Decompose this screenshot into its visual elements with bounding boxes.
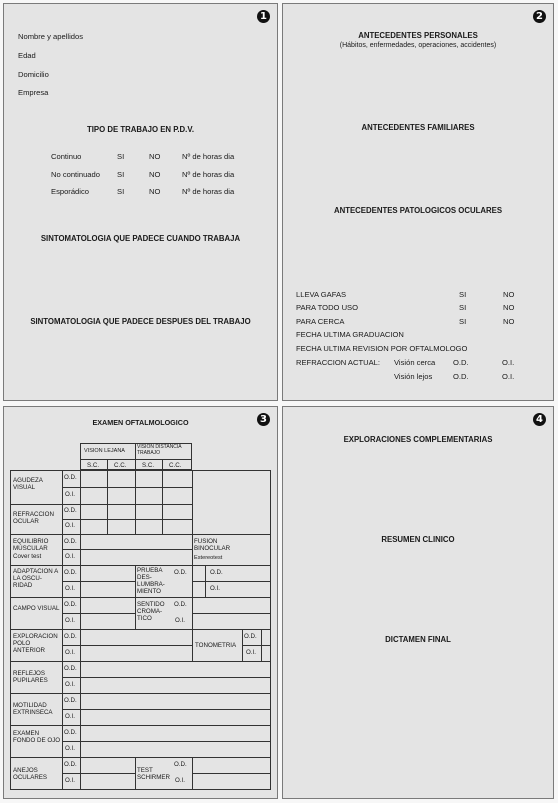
oi-label: O.I.: [65, 553, 75, 560]
color-sense-label: SENTIDO CROMA- TICO: [137, 601, 165, 623]
row-extrinsic-motility: MOTILIDAD EXTRINSECA: [13, 702, 53, 717]
oi-label: O.I.: [65, 617, 75, 624]
glasses-si: SI: [459, 290, 467, 299]
od-label: O.D.: [64, 697, 77, 704]
vision-work-header: VISION DISTANCIA TRABAJO: [137, 444, 182, 456]
work-row-hours: Nº de horas dia: [182, 187, 235, 196]
work-row-label: No continuado: [51, 170, 100, 179]
row-dark-adaptation: ADAPTACION A LA OSCU- RIDAD: [13, 568, 58, 590]
panel-number-1: 1: [257, 10, 270, 23]
oi-label: O.I.: [175, 777, 185, 784]
work-row-si: SI: [117, 152, 125, 161]
near-od-label: O.D.: [453, 358, 469, 367]
panel-number-4: 4: [533, 413, 546, 426]
complementary-exams-title: EXPLORACIONES COMPLEMENTARIAS: [343, 435, 493, 444]
family-history-title: ANTECEDENTES FAMILIARES: [361, 123, 475, 132]
work-row-hours: Nº de horas dia: [182, 170, 235, 179]
glasses-no: NO: [503, 303, 515, 312]
row-ocular-adnexa: ANEJOS OCULARES: [13, 767, 48, 782]
cc-header: C.C.: [114, 462, 127, 469]
eye-exam-title: EXAMEN OFTALMOLOGICO: [92, 418, 189, 427]
glasses-label: LLEVA GAFAS: [296, 290, 347, 299]
oi-label: O.I.: [65, 522, 75, 529]
sc-header: S.C.: [142, 462, 155, 469]
work-row-si: SI: [117, 170, 125, 179]
work-type-title: TIPO DE TRABAJO EN P.D.V.: [86, 125, 195, 134]
stereotest-label: Estereotest: [194, 555, 223, 561]
od-label: O.D.: [174, 761, 187, 768]
oi-label: O.I.: [175, 617, 185, 624]
work-row-no: NO: [149, 170, 161, 179]
od-label: O.D.: [64, 569, 77, 576]
personal-history-subtitle: (Hábitos, enfermedades, operaciones, accidentes): [339, 42, 497, 49]
od-label: O.D.: [174, 601, 187, 608]
ocular-history-title: ANTECEDENTES PATOLOGICOS OCULARES: [333, 206, 503, 215]
glasses-label: PARA TODO USO: [296, 303, 359, 312]
od-label: O.D.: [64, 761, 77, 768]
od-label: O.D.: [64, 729, 77, 736]
oi-label: O.I.: [65, 585, 75, 592]
last-review-label: FECHA ULTIMA REVISION POR OFTALMOLOGO: [296, 344, 468, 353]
glasses-si: SI: [459, 317, 467, 326]
od-label: O.D.: [64, 507, 77, 514]
row-refraction: REFRACCION OCULAR: [13, 511, 54, 526]
far-oi-label: O.I.: [502, 372, 515, 381]
glasses-no: NO: [503, 317, 515, 326]
panel-number-3: 3: [257, 413, 270, 426]
glare-test-label: PRUEBA DES- LUMBRA- MIENTO: [137, 567, 165, 596]
last-graduation-label: FECHA ULTIMA GRADUACION: [296, 330, 404, 339]
od-label: O.D.: [64, 665, 77, 672]
od-label: O.D.: [64, 474, 77, 481]
row-visual-acuity: AGUDEZA VISUAL: [13, 477, 43, 492]
schirmer-label: TEST SCHIRMER: [137, 767, 171, 782]
field-name: Nombre y apellidos: [18, 32, 83, 41]
final-verdict-title: DICTAMEN FINAL: [385, 635, 451, 644]
row-pupil-reflexes: REFLEJOS PUPILARES: [13, 670, 48, 685]
oi-label: O.I.: [65, 713, 75, 720]
oi-label: O.I.: [65, 491, 75, 498]
fusion-label: FUSION BINOCULAR: [194, 538, 231, 553]
personal-history-title: ANTECEDENTES PERSONALES: [358, 31, 478, 40]
oi-label: O.I.: [210, 585, 220, 592]
work-row-label: Continuo: [51, 152, 82, 161]
row-visual-field: CAMPO VISUAL: [13, 605, 60, 612]
far-vision-label: Visión lejos: [394, 372, 433, 381]
row-anterior-exam: EXPLORACION POLO ANTERIOR: [13, 633, 58, 655]
panel-4: [282, 406, 554, 799]
field-age: Edad: [18, 51, 36, 60]
od-label: O.D.: [210, 569, 223, 576]
od-label: O.D.: [64, 538, 77, 545]
symptoms-during-title: SINTOMATOLOGIA QUE PADECE CUANDO TRABAJA: [40, 234, 241, 243]
oi-label: O.I.: [65, 681, 75, 688]
work-row-hours: Nº de horas dia: [182, 152, 235, 161]
panel-1: [3, 3, 278, 401]
panel-number-2: 2: [533, 10, 546, 23]
od-label: O.D.: [64, 601, 77, 608]
oi-label: O.I.: [246, 649, 256, 656]
tonometry-label: TONOMETRIA: [195, 642, 237, 649]
glasses-label: PARA CERCA: [296, 317, 345, 326]
sc-header: S.C.: [87, 462, 100, 469]
near-oi-label: O.I.: [502, 358, 515, 367]
panel-3: [3, 406, 278, 799]
od-label: O.D.: [244, 633, 257, 640]
symptoms-after-title: SINTOMATOLOGIA QUE PADECE DESPUES DEL TRABAJO: [30, 317, 251, 326]
cover-test-label: Cover test: [13, 553, 42, 560]
near-vision-label: Visión cerca: [394, 358, 436, 367]
work-row-label: Esporádico: [51, 187, 89, 196]
oi-label: O.I.: [65, 649, 75, 656]
work-row-no: NO: [149, 187, 161, 196]
clinical-summary-title: RESUMEN CLINICO: [381, 535, 455, 544]
glasses-si: SI: [459, 303, 467, 312]
od-label: O.D.: [174, 569, 187, 576]
field-company: Empresa: [18, 88, 49, 97]
work-row-si: SI: [117, 187, 125, 196]
panel-2: [282, 3, 554, 401]
far-od-label: O.D.: [453, 372, 469, 381]
field-address: Domicilio: [18, 70, 49, 79]
refraction-label: REFRACCION ACTUAL:: [296, 358, 380, 367]
vision-far-header: VISION LEJANA: [84, 448, 125, 454]
oi-label: O.I.: [65, 777, 75, 784]
cc-header: C.C.: [169, 462, 182, 469]
glasses-no: NO: [503, 290, 515, 299]
row-fundus-exam: EXAMEN FONDO DE OJO: [13, 730, 61, 745]
oi-label: O.I.: [65, 745, 75, 752]
work-row-no: NO: [149, 152, 161, 161]
od-label: O.D.: [64, 633, 77, 640]
row-muscle-balance: EQUILIBRIO MUSCULAR: [13, 538, 49, 553]
